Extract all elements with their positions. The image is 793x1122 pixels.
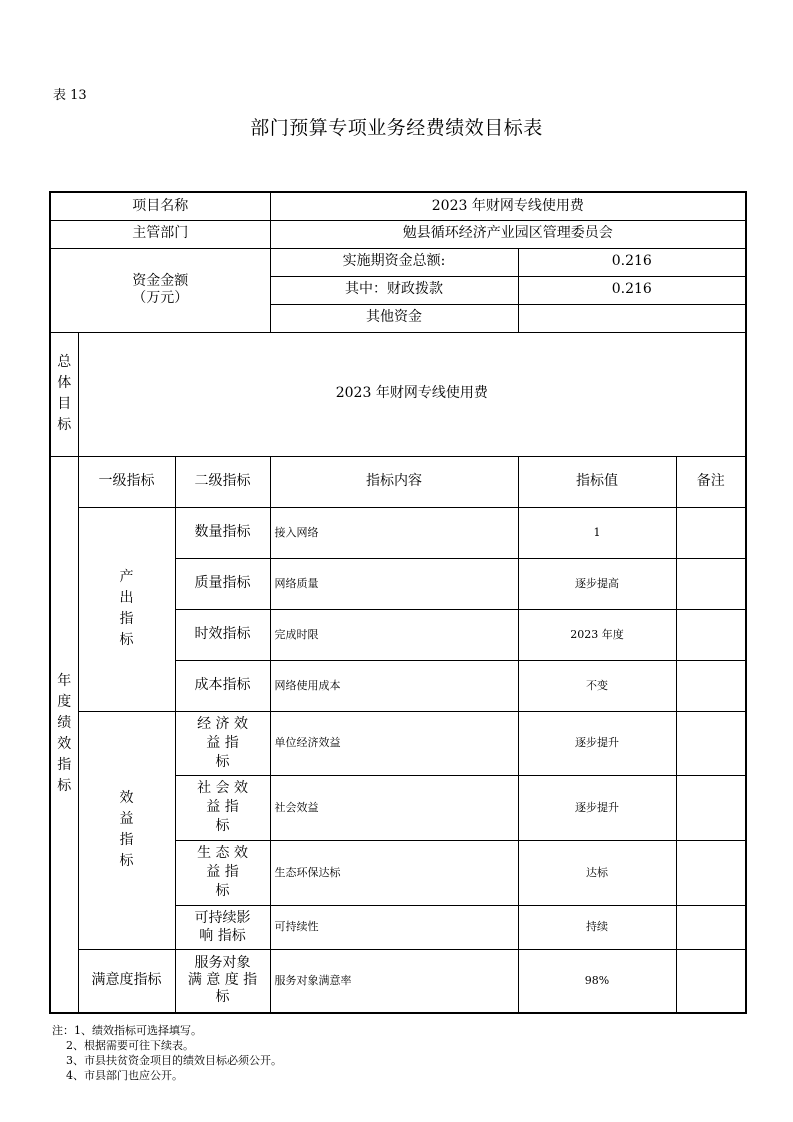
header-content: 指标内容	[270, 456, 518, 507]
overall-goal-value: 2023 年财网专线使用费	[78, 332, 746, 456]
funds-label-line2: （万元）	[132, 290, 189, 306]
total-funds-label: 实施期资金总额:	[270, 248, 518, 276]
other-funds-label: 其他资金	[270, 304, 518, 332]
remark-cell	[676, 711, 746, 775]
level2-cell: 时效指标	[175, 609, 270, 660]
table-number: 表 13	[53, 88, 87, 103]
content-cell: 社会效益	[270, 775, 518, 840]
value-cell: 逐步提升	[518, 711, 676, 775]
value-cell: 2023 年度	[518, 609, 676, 660]
content-cell: 生态环保达标	[270, 840, 518, 905]
page-title: 部门预算专项业务经费绩效目标表	[250, 117, 543, 139]
value-cell: 逐步提高	[518, 558, 676, 609]
output-indicators-group: 产 出 指 标	[78, 507, 175, 711]
funds-label-line1: 资金金额	[132, 272, 189, 289]
value-cell: 持续	[518, 905, 676, 949]
footnote-line: 4、市县部门也应公开。	[52, 1069, 183, 1082]
content-cell: 网络质量	[270, 558, 518, 609]
level2-cell: 成本指标	[175, 660, 270, 711]
header-level2: 二级指标	[175, 456, 270, 507]
value-cell: 98%	[518, 949, 676, 1013]
performance-target-table	[49, 191, 747, 1014]
level2-cell: 服务对象 满 意 度 指 标	[175, 949, 270, 1013]
footnote-line: 2、根据需要可往下续表。	[52, 1039, 194, 1052]
level2-cell: 数量指标	[175, 507, 270, 558]
header-level1: 一级指标	[78, 456, 175, 507]
satisfaction-indicators-group: 满意度指标	[78, 949, 175, 1013]
remark-cell	[676, 609, 746, 660]
level2-cell: 可持续影 响 指标	[175, 905, 270, 949]
fiscal-funds-value: 0.216	[518, 276, 746, 304]
annual-indicators-label: 年 度 绩 效 指 标	[50, 456, 78, 1013]
value-cell: 1	[518, 507, 676, 558]
level2-cell: 社 会 效 益 指 标	[175, 775, 270, 840]
value-cell: 达标	[518, 840, 676, 905]
total-funds-value: 0.216	[518, 248, 746, 276]
overall-goal-label: 总 体 目 标	[50, 332, 78, 456]
value-cell: 不变	[518, 660, 676, 711]
department-value: 勉县循环经济产业园区管理委员会	[270, 220, 746, 248]
footnotes	[52, 1023, 282, 1083]
level2-cell: 质量指标	[175, 558, 270, 609]
content-cell: 完成时限	[270, 609, 518, 660]
fiscal-funds-label: 其中：财政拨款	[270, 276, 518, 304]
remark-cell	[676, 905, 746, 949]
other-funds-value	[518, 304, 746, 332]
content-cell: 网络使用成本	[270, 660, 518, 711]
content-cell: 服务对象满意率	[270, 949, 518, 1013]
remark-cell	[676, 558, 746, 609]
value-cell: 逐步提升	[518, 775, 676, 840]
project-name-label: 项目名称	[50, 192, 270, 220]
project-name-value: 2023 年财网专线使用费	[270, 192, 746, 220]
remark-cell	[676, 775, 746, 840]
footnote-line: 3、市县扶贫资金项目的绩效目标必须公开。	[52, 1054, 282, 1067]
benefit-indicators-group: 效 益 指 标	[78, 711, 175, 949]
content-cell: 可持续性	[270, 905, 518, 949]
content-cell: 单位经济效益	[270, 711, 518, 775]
remark-cell	[676, 949, 746, 1013]
level2-cell: 经 济 效 益 指 标	[175, 711, 270, 775]
level2-cell: 生 态 效 益 指 标	[175, 840, 270, 905]
content-cell: 接入网络	[270, 507, 518, 558]
header-remark: 备注	[676, 456, 746, 507]
remark-cell	[676, 660, 746, 711]
header-value: 指标值	[518, 456, 676, 507]
footnote-line: 注：1、绩效指标可选择填写。	[52, 1024, 202, 1037]
remark-cell	[676, 840, 746, 905]
department-label: 主管部门	[50, 220, 270, 248]
remark-cell	[676, 507, 746, 558]
funds-label	[50, 248, 270, 332]
